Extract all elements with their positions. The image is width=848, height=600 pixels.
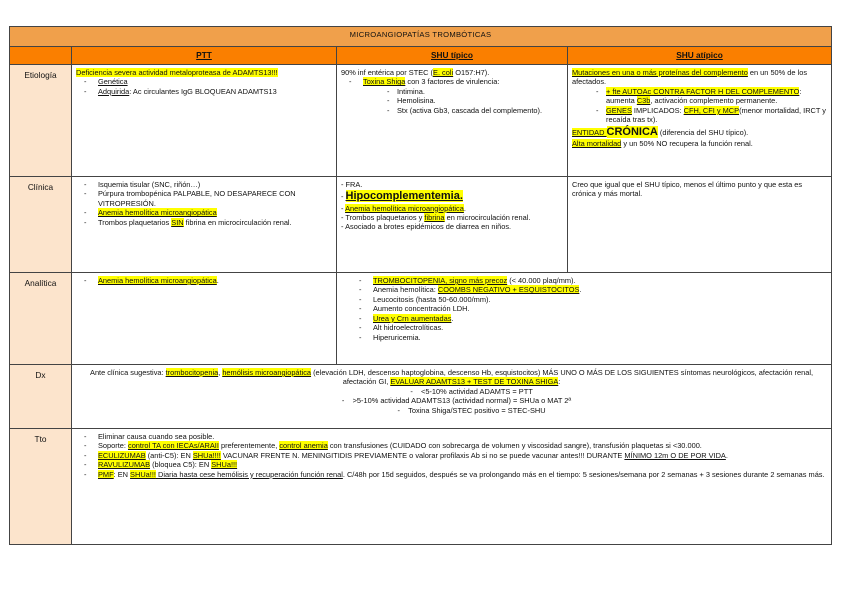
clinica-ptt-item: - Púrpura trombopénica PALPABLE, NO DESAPARECE CON VITROPRESIÓN.	[98, 189, 332, 208]
toxina-rest: con 3 factores de virulencia:	[405, 77, 500, 87]
cell-etiologia-shu-atipico	[568, 65, 832, 177]
shua-alta-rest: y un 50% NO recupera la función renal.	[621, 138, 753, 148]
analitica-leucocitosis: - Leucocitosis (hasta 50-60.000/mm).	[373, 295, 827, 304]
tto-pmf-a: : EN	[113, 469, 131, 479]
shua-mutaciones: Mutaciones en una o más proteínas del complemento	[572, 68, 748, 77]
tto-ravulizumab: RAVULIZUMAB	[98, 460, 151, 470]
dx-hemolisis: hemólisis microangiopática	[222, 368, 312, 377]
analitica-ptt-anemia: Anemia hemolítica microangiopática	[98, 276, 217, 285]
cell-clinica-ptt	[72, 177, 337, 273]
dx-sep: ,	[218, 368, 223, 377]
dx-colon: :	[558, 377, 561, 387]
row-header-clinica: Clínica	[10, 177, 72, 273]
dx-criteria-stec: Toxina Shiga/STEC positivo = STEC-SHU	[408, 405, 546, 415]
shua-genes: GENES	[606, 105, 632, 115]
clinica-hipocomplementemia: Hipocomplementemia.	[345, 190, 463, 203]
dx-evaluar: EVALUAR ADAMTS13 + TEST DE TOXINA SHIGA	[390, 377, 559, 387]
factor-item: - Intimina.	[397, 87, 563, 96]
tto-ecu-shua: SHUa!!!!	[192, 450, 221, 460]
clinica-shut-fibrina: fibrina	[424, 213, 445, 223]
toxina-shiga: Toxina Shiga	[363, 77, 406, 87]
shua-genes-b: (menor mortalidad, IRCT y recaída tras tx).	[606, 105, 826, 125]
tto-pmf: PMF	[98, 469, 114, 479]
shua-entidad: ENTIDAD	[572, 127, 607, 137]
row-header-tto: Tto	[10, 429, 72, 545]
shua-mut-rest: en un 50% de los afectados.	[572, 68, 808, 87]
row-analitica	[10, 273, 832, 365]
analitica-ldh: - Aumento concentración LDH.	[373, 304, 827, 313]
tto-pmf-text: . C/48h por 15d seguidos, después se va prolongando más en el tiempo: 5 sesiones/semana por 2 semanas + 3 sesiones durante 2 semanas más.	[342, 469, 825, 479]
clinica-shut-trombos: - Trombos plaquetarios y	[341, 213, 425, 223]
tto-ravu-a: (bloquea C5): EN	[150, 460, 212, 470]
shut-intro-b: O157:H7).	[453, 68, 490, 77]
row-header-analitica: Analítica	[10, 273, 72, 365]
shut-intro: 90% inf entérica por STEC (	[341, 68, 434, 77]
factor-item: - Hemolisina.	[397, 96, 563, 105]
column-header-ptt: PTT	[72, 47, 337, 65]
clinica-ptt-sin: SIN	[171, 217, 184, 227]
tto-ecu-text: VACUNAR FRENTE N. MENINGITIDIS PREVIAMENTE o valorar profilaxis Ab si no se puede vacunar antes!!! DURANTE	[220, 450, 625, 460]
tto-ecu-duracion: MÍNIMO 12m O DE POR VIDA	[624, 450, 726, 460]
ecoli: E. coli	[433, 68, 454, 77]
row-header-dx: Dx	[10, 365, 72, 429]
dx-criteria-shua: >5-10% actividad ADAMTS13 (actividad normal) = SHUa o MAT 2ª	[352, 396, 572, 406]
tto-eculizumab: ECULIZUMAB	[98, 450, 146, 460]
header-blank	[10, 47, 72, 65]
shua-cronica: CRÓNICA	[606, 125, 658, 138]
ptt-adquirida-label: Adquirida	[98, 86, 130, 96]
tto-pref: preferentemente,	[218, 441, 280, 451]
row-tto	[10, 429, 832, 545]
clinica-shut-anemia: Anemia hemolítica microangiopática	[345, 203, 464, 213]
tto-ravu-shua: SHUa!!!	[211, 460, 238, 470]
shua-entidad-rest: (diferencia del SHU típico).	[657, 127, 749, 137]
shua-autoac-a: : aumenta	[606, 86, 802, 106]
clinica-shut-asociado: - Asociado a brotes epidémicos de diarrea en niños.	[341, 222, 512, 232]
dx-trombocitopenia: trombocitopenia	[165, 368, 219, 377]
cell-clinica-shu-tipico: - FRA. - Hipocomplementemia. - Anemia hemolítica microangiopática. - Trombos plaquetarios y fibrina en microcirculación renal. - Asociado a brotes epidémicos de diarrea en niños.	[337, 177, 568, 273]
clinica-ptt-anemia: Anemia hemolítica microangiopática	[98, 208, 217, 218]
cell-etiologia-ptt	[72, 65, 337, 177]
row-header-etiologia: Etiología	[10, 65, 72, 177]
shua-genes-a: IMPLICADOS:	[631, 105, 684, 115]
dx-text: (elevación LDH, descenso haptoglobina, descenso Hb, esquistocitos) MÁS UNO O MÁS DE LOS SIGUIENTES síntomas neurológicos, afectación renal, afectación GI,	[311, 368, 814, 387]
row-etiologia	[10, 65, 832, 177]
ptt-etiology-main: Deficiencia severa actividad metaloproteasa de ADAMTS13!!!	[76, 68, 278, 77]
row-clinica	[10, 177, 832, 273]
clinica-shut-trombos-b: en microcirculación renal.	[444, 213, 531, 223]
factor-item: - Stx (activa Gb3, cascada del complemento).	[397, 106, 563, 115]
analitica-trombocitopenia: TROMBOCITOPENIA, signo más precoz	[373, 276, 508, 285]
clinica-ptt-trombos: Trombos plaquetarios	[98, 217, 172, 227]
clinica-fra: - FRA.	[341, 180, 363, 189]
clinica-ptt-item: - Isquemia tisular (SNC, riñón…)	[98, 180, 332, 189]
tto-soporte: Soporte:	[98, 441, 128, 451]
shua-genes-list: CFH, CFI y MCP	[683, 105, 740, 115]
ptt-genetica: Genética	[98, 77, 128, 87]
tto-pmf-diaria: Diaria hasta cese hemólisis y recuperación función renal	[155, 469, 343, 479]
analitica-urea: Urea y Crn aumentadas	[373, 313, 452, 323]
dx-criteria-ptt: <5-10% actividad ADAMTS = PTT	[421, 386, 533, 396]
c3b: C3b	[636, 96, 651, 106]
tto-control-anemia: control anemia	[279, 441, 328, 451]
tto-item: - Eliminar causa cuando sea posible.	[98, 432, 827, 441]
column-header-shu-tipico: SHU típico	[337, 47, 568, 65]
dx-intro: Ante clínica sugestiva:	[90, 368, 166, 377]
tto-control-ta: control TA con IECAs/ARAII	[128, 441, 219, 451]
analitica-hidroelectroliticas: - Alt hidroelectrolíticas.	[373, 323, 827, 332]
analitica-hiperuricemia: - Hiperuricemia.	[373, 333, 827, 342]
cell-clinica-shu-atipico: Creo que igual que el SHU típico, menos el último punto y que esta es crónica y más mortal.	[568, 177, 832, 273]
column-header-shu-atipico: SHU atípico	[568, 47, 832, 65]
tto-transfusiones: con transfusiones (CUIDADO con sobrecarga de volumen y viscosidad sangre), transfusión plaquetas si <30.000.	[327, 441, 702, 451]
tto-ecu-a: (anti-C5): EN	[145, 450, 193, 460]
shua-alta-mortalidad: Alta mortalidad	[572, 138, 622, 148]
row-dx	[10, 365, 832, 429]
cell-dx: Ante clínica sugestiva: trombocitopenia, hemólisis microangiopática (elevación LDH, descenso haptoglobina, descenso Hb, esquistocitos) MÁS UNO O MÁS DE LOS SIGUIENTES síntomas neurológicos, afectación renal, afectación GI, EVALUAR ADAMTS13 + TEST DE TOXINA SHIGA: - <5-10% actividad ADAMTS = PTT - >5-10% actividad ADAMTS13 (actividad normal) = SHUa o MAT 2ª - Toxina Shiga/STEC positivo = STEC-SHU	[72, 365, 832, 429]
cell-etiologia-shu-tipico	[337, 65, 568, 177]
clinica-ptt-fibrina: fibrina en microcirculación renal.	[183, 217, 292, 227]
analitica-coombs: COOMBS NEGATIVO + ESQUISTOCITOS	[437, 285, 580, 295]
shua-autoac: + fte AUTOAc CONTRA FACTOR H DEL COMPLEMENTO	[606, 86, 800, 96]
tto-pmf-shua: SHUa!!!	[130, 469, 156, 479]
cell-analitica-ptt: - Anemia hemolítica microangiopática.	[72, 273, 337, 365]
analitica-anemia: Anemia hemolítica:	[373, 285, 438, 295]
table-title: MICROANGIOPATÍAS TROMBÓTICAS	[10, 27, 832, 47]
tto-ecu-end: .	[725, 450, 728, 460]
analitica-trombo-rest: (< 40.000 plaq/mm).	[507, 276, 576, 285]
mat-table	[9, 26, 832, 545]
shua-autoac-b: , activación complemento permanente.	[650, 96, 778, 106]
ptt-adquirida-text: : Ac circulantes IgG BLOQUEAN ADAMTS13	[129, 86, 277, 96]
cell-tto	[72, 429, 832, 545]
cell-analitica-shu: - TROMBOCITOPENIA, signo más precoz (< 40.000 plaq/mm). - Anemia hemolítica: COOMBS NEGATIVO + ESQUISTOCITOS. - Leucocitosis (hasta 50-60.000/mm). - Aumento concentración LDH. - Urea y Crn aumentadas. - Alt hidroelectrolíticas. - Hiperuricemia.	[337, 273, 832, 365]
